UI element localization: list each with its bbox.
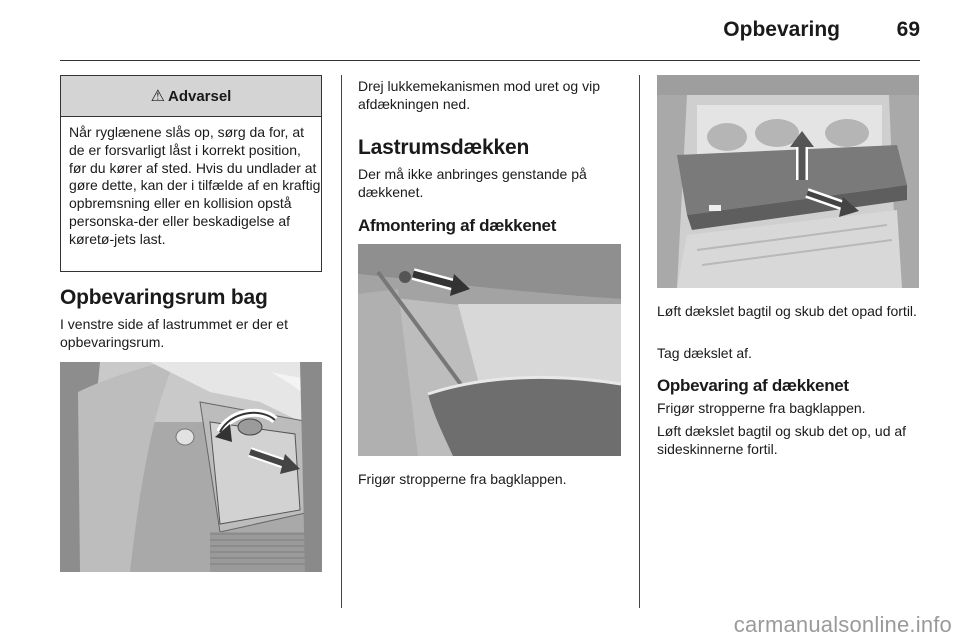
store-cover-step-1: Frigør stropperne fra bagklappen.	[657, 400, 866, 416]
warning-header	[61, 76, 321, 117]
header-rule	[60, 60, 920, 61]
section-heading-rear-storage: Opbevaringsrum bag	[60, 286, 268, 309]
column-divider-right	[639, 75, 640, 608]
watermark: carmanualsonline.info	[733, 612, 952, 637]
warning-title: Advarsel	[167, 87, 232, 105]
subheading-remove-cover: Afmontering af dækkenet	[358, 216, 557, 235]
subheading-store-cover: Opbevaring af dækkenet	[657, 376, 849, 395]
warning-triangle-icon: ⚠	[150, 88, 165, 105]
store-cover-step-2: Løft dækslet bagtil og skub det op, ud af sideskinnerne fortil.	[657, 423, 907, 457]
warning-text: Når ryglænene slås op, sørg da for, at de er forsvarligt låst i korrekt position, før du kører af sted. Hvis du undlader at gøre dette, kan der i tilfælde af en kraftig opbremsning eller en kollision opstå personska-der eller beskadigelse af køretø-jets last.	[69, 124, 321, 247]
rear-storage-text: I venstre side af lastrummet er der et opbevaringsrum.	[60, 316, 288, 350]
warning-box	[60, 75, 322, 272]
section-heading-load-cover: Lastrumsdækken	[358, 136, 530, 159]
column-divider-left	[341, 75, 342, 608]
rear-storage-photo	[60, 362, 322, 572]
page-number: 69	[896, 18, 920, 41]
page-header-title: Opbevaring	[723, 18, 840, 41]
remove-cover-photo	[358, 244, 621, 456]
load-cover-text: Der må ikke anbringes genstande på dækkenet.	[358, 166, 587, 200]
remove-cover-step: Tag dækslet af.	[657, 345, 752, 361]
middle-intro-text: Drej lukkemekanismen mod uret og vip afdækningen ned.	[358, 78, 600, 112]
lift-cover-caption: Løft dækslet bagtil og skub det opad fortil.	[657, 303, 917, 319]
lift-cover-photo	[657, 75, 919, 288]
remove-cover-caption: Frigør stropperne fra bagklappen.	[358, 471, 567, 487]
